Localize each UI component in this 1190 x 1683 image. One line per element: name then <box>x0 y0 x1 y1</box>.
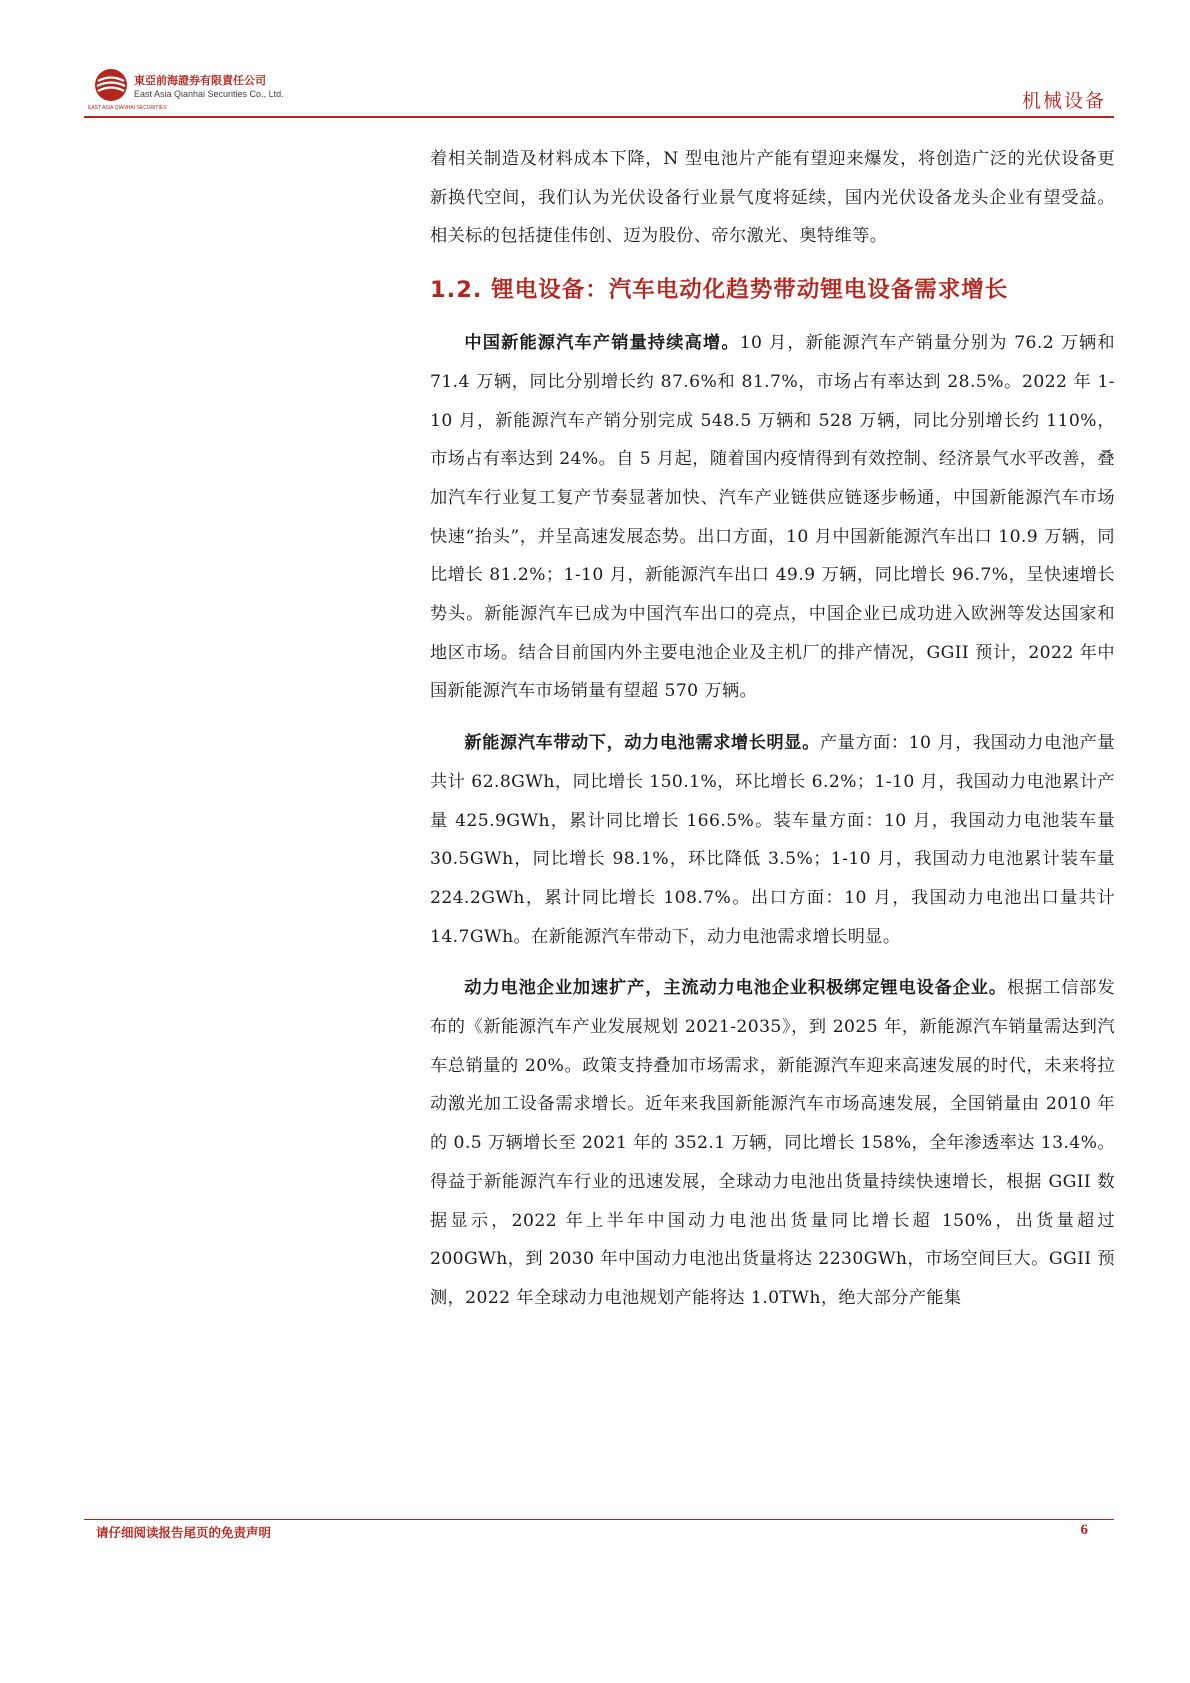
logo-tagline: EAST ASIA QIANHAI SECURITIES <box>88 105 167 111</box>
company-logo-icon <box>94 68 128 102</box>
paragraph-nev-sales <box>430 324 1115 711</box>
paragraph-lead: 中国新能源汽车产销量持续高增。 <box>464 333 740 354</box>
company-name-cn: 東亞前海證券有限責任公司 <box>134 74 266 87</box>
report-body <box>430 140 1115 1318</box>
paragraph-text: 根据工信部发布的《新能源汽车产业发展规划 2021-2035》，到 2025 年，新能源汽车销量需达到汽车总销量的 20%。政策支持叠加市场需求，新能源汽车迎来高速发展的时代，未来将拉动激光加工设备需求增长。近年来我国新能源汽车市场高速发展，全国销量由 2010 年的 0.5 万辆增长至 2021 年的 352.1 万辆，同比增长 158%，全年渗透率达 13.4%。得益于新能源汽车行业的迅速发展，全球动力电池出货量持续快速增长，根据 GGII 数据显示，2022 年上半年中国动力电池出货量同比增长超 150%，出货量超过 200GWh，到 2030 年中国动力电池出货量将达 2230GWh，市场空间巨大。GGII 预测，2022 年全球动力电池规划产能将达 1.0TWh，绝大部分产能集 <box>430 978 1115 1308</box>
company-name-en: East Asia Qianhai Securities Co., Ltd. <box>134 89 284 99</box>
footer-divider <box>84 1519 1114 1520</box>
paragraph-text: 产量方面：10 月，我国动力电池产量共计 62.8GWh，同比增长 150.1%，环比增长 6.2%；1-10 月，我国动力电池累计产量 425.9GWh，累计同比增长 166.5%。装车量方面：10 月，我国动力电池装车量 30.5GWh，同比增长 98.1%，环比降低 3.5%；1-10 月，我国动力电池累计装车量 224.2GWh，累计同比增长 108.7%。出口方面：10 月，我国动力电池出口量共计 14.7GWh。在新能源汽车带动下，动力电池需求增长明显。 <box>430 733 1115 947</box>
section-label: 机械设备 <box>1021 90 1106 112</box>
page-header <box>84 60 1114 120</box>
paragraph-lead: 新能源汽车带动下，动力电池需求增长明显。 <box>464 733 820 754</box>
page-number: 6 <box>1080 1522 1088 1538</box>
paragraph-battery-demand <box>430 724 1115 956</box>
section-heading: 1.2. 锂电设备：汽车电动化趋势带动锂电设备需求增长 <box>430 277 1009 304</box>
disclaimer-note: 请仔细阅读报告尾页的免责声明 <box>96 1525 272 1540</box>
paragraph-pv-outlook: 着相关制造及材料成本下降，N 型电池片产能有望迎来爆发，将创造广泛的光伏设备更新换代空间，我们认为光伏设备行业景气度将延续，国内光伏设备龙头企业有望受益。相关标的包括捷佳伟创、迈为股份、帝尔激光、奥特维等。 <box>430 149 1115 247</box>
paragraph-text: 10 月，新能源汽车产销量分别为 76.2 万辆和 71.4 万辆，同比分别增长约 87.6%和 81.7%，市场占有率达到 28.5%。2022 年 1-10 月，新能源汽车产销分别完成 548.5 万辆和 528 万辆，同比分别增长约 110%，市场占有率达到 24%。自 5 月起，随着国内疫情得到有效控制、经济景气水平改善，叠加汽车行业复工复产节奏显著加快、汽车产业链供应链逐步畅通，中国新能源汽车市场快速“抬头”，并呈高速发展态势。出口方面，10 月中国新能源汽车出口 10.9 万辆，同比增长 81.2%；1-10 月，新能源汽车出口 49.9 万辆，同比增长 96.7%，呈快速增长势头。新能源汽车已成为中国汽车出口的亮点，中国企业已成功进入欧洲等发达国家和地区市场。结合目前国内外主要电池企业及主机厂的排产情况，GGII 预计，2022 年中国新能源汽车市场销量有望超 570 万辆。 <box>430 333 1115 702</box>
header-divider <box>84 116 1114 118</box>
paragraph-lead: 动力电池企业加速扩产，主流动力电池企业积极绑定锂电设备企业。 <box>464 978 1007 999</box>
paragraph-battery-expansion <box>430 969 1115 1317</box>
